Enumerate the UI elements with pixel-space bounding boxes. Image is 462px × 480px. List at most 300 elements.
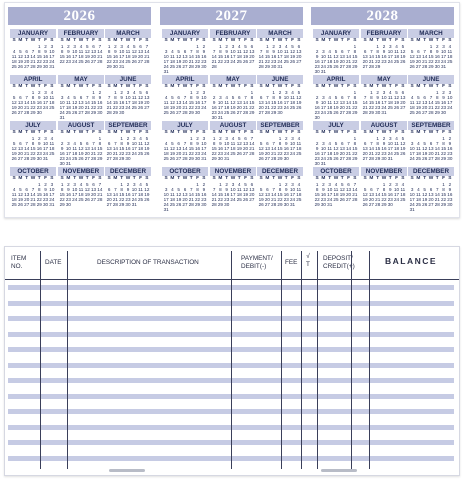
weekday-label: S [12,84,16,89]
day-number: 12 [362,192,368,198]
day-number: 8 [272,95,275,101]
month-name: OCTOBER [10,167,56,176]
month-may [210,75,256,121]
column-divider [369,251,370,469]
day-number: 28 [243,110,249,116]
day-number: 22 [441,151,447,157]
day-number: 21 [112,151,118,157]
day-number: 27 [258,110,264,116]
day-number: 2 [272,44,275,49]
day-number: 24 [72,59,78,65]
month-name: JUNE [105,75,151,84]
day-number: 19 [236,146,242,152]
month-october [162,167,208,213]
day-number: 16 [201,54,207,60]
month-november [361,167,407,213]
day-number: 28 [346,64,352,70]
weekday-label: F [291,176,295,181]
month-name: APRIL [10,75,56,84]
day-number: 27 [428,202,434,208]
day-number: 11 [327,54,333,60]
day-number: 26 [131,59,137,65]
day-number: 7 [183,141,187,147]
day-number: 25 [78,197,84,203]
weekday-label: F [395,38,399,43]
day-number: 20 [415,59,421,65]
day-number: 18 [394,146,400,152]
day-number: 26 [290,59,296,65]
day-number: 18 [169,197,175,203]
day-number: 8 [376,49,379,55]
column-divider [40,251,41,469]
day-number: 20 [362,59,368,65]
day-number: 6 [363,49,367,55]
day-number: 3 [389,44,392,49]
day-number: 2 [38,136,41,141]
day-number: 26 [11,110,17,116]
day-number: 5 [231,95,235,101]
day-number: 7 [363,95,367,101]
year-block-2027 [160,7,303,212]
weekday-label: S [50,130,54,135]
day-number: 27 [264,202,270,208]
day-number: 14 [211,54,217,60]
day-number: 21 [211,197,217,203]
day-number: 19 [400,146,406,152]
day-number: 13 [368,192,374,198]
day-number: 12 [17,192,23,198]
day-number: 10 [320,100,326,106]
day-number: 15 [264,54,270,60]
day-number: 23 [211,110,217,116]
day-number: 19 [176,197,182,203]
month-name: SEPTEMBER [105,121,151,130]
day-number: 27 [339,156,345,162]
weekday-label: S [401,176,405,181]
day-number: 7 [347,49,350,55]
day-number: 19 [17,59,23,65]
day-number: 1 [382,182,386,187]
day-number: 20 [243,146,249,152]
day-number: 22 [217,197,223,203]
day-grid [106,44,150,69]
day-number: 11 [230,141,236,147]
day-number: 19 [409,59,415,65]
weekday-label: S [363,38,367,43]
weekday-label: S [60,176,64,181]
day-number: 15 [217,192,223,198]
day-number: 15 [30,100,36,106]
weekday-label: T [189,38,193,43]
day-number: 21 [211,59,217,65]
day-number: 23 [59,156,65,162]
weekday-label: F [347,84,351,89]
weekday-label: M [66,130,71,135]
day-number: 17 [381,100,387,106]
day-number: 29 [91,110,97,116]
day-number: 16 [201,192,207,198]
month-june [408,75,454,121]
day-number: 16 [195,146,201,152]
day-number: 11 [224,100,230,106]
day-number: 12 [169,100,175,106]
day-number: 6 [341,95,344,101]
day-number: 29 [375,156,381,162]
weekday-label: S [12,38,16,43]
day-number: 20 [236,105,242,111]
day-number: 9 [38,141,41,147]
day-number: 4 [395,136,398,141]
weekday-label: T [423,84,427,89]
day-number: 13 [339,100,345,106]
day-number: 11 [163,146,169,152]
day-number: 7 [98,182,102,187]
day-number: 17 [320,105,326,111]
day-number: 23 [201,197,207,203]
day-number: 16 [283,192,289,198]
day-number: 24 [72,197,78,203]
day-number: 6 [92,44,95,49]
day-number: 8 [212,141,216,147]
day-number: 28 [428,110,434,116]
day-number: 8 [107,49,111,55]
day-number: 23 [119,105,125,111]
month-name: FEBRUARY [361,29,407,38]
day-number: 25 [78,59,84,65]
day-number: 2 [225,44,228,49]
day-number: 29 [195,64,201,70]
weekday-label: F [92,84,96,89]
day-number: 11 [125,49,131,55]
day-number: 7 [423,49,426,55]
day-number: 20 [258,105,264,111]
day-number: 22 [368,105,374,111]
day-number: 22 [97,151,103,157]
day-number: 17 [409,151,415,157]
day-number: 7 [114,141,117,147]
day-number: 19 [169,105,175,111]
day-number: 30 [314,69,320,75]
day-number: 28 [84,110,90,116]
weekday-label: W [78,84,84,89]
day-number: 30 [201,202,207,208]
day-number: 20 [296,54,302,60]
day-grid [59,136,103,167]
day-number: 20 [17,151,23,157]
day-number: 16 [112,54,118,60]
day-number: 12 [17,54,23,60]
day-grid [258,182,302,207]
day-number: 24 [59,110,65,116]
day-number: 3 [448,90,452,95]
day-number: 15 [352,100,358,106]
day-number: 15 [97,146,103,152]
day-number: 7 [272,187,275,193]
day-number: 5 [259,187,263,193]
day-number: 7 [31,187,35,193]
day-number: 1 [436,90,439,95]
day-number: 4 [417,187,420,193]
day-number: 21 [271,197,277,203]
day-number: 25 [333,197,339,203]
day-number: 17 [290,192,296,198]
month-april [10,75,56,121]
day-number: 10 [125,95,131,101]
day-number: 2 [202,182,206,187]
day-number: 22 [59,59,65,65]
weekday-label: F [196,176,200,181]
day-number: 17 [320,59,326,65]
month-name: OCTOBER [162,167,208,176]
day-number: 1 [38,182,41,187]
weekday-label: W [125,84,131,89]
month-name: DECEMBER [257,167,303,176]
day-number: 21 [84,105,90,111]
day-number: 25 [327,64,333,70]
day-number: 11 [170,192,175,198]
day-number: 23 [43,59,49,65]
header-date: DATE [45,259,62,266]
weekday-label: F [395,84,399,89]
day-number: 15 [368,100,374,106]
day-number: 18 [283,54,289,60]
weekday-label: S [145,130,149,135]
day-number: 15 [106,54,112,60]
day-number: 30 [271,64,277,70]
day-number: 15 [441,146,447,152]
day-number: 30 [224,202,230,208]
day-number: 15 [277,146,283,152]
day-number: 31 [381,110,387,116]
day-number: 23 [224,59,230,65]
day-number: 9 [67,49,70,55]
day-number: 10 [394,187,400,193]
day-number: 8 [278,187,282,193]
day-number: 16 [320,192,326,198]
day-number: 18 [163,151,169,157]
day-number: 22 [375,59,381,65]
day-number: 19 [258,197,264,203]
day-number: 1 [196,182,199,187]
day-number: 26 [78,156,84,162]
day-number: 18 [327,105,333,111]
day-number: 19 [362,197,368,203]
weekday-label: T [25,84,29,89]
day-number: 10 [131,141,137,147]
month-january [10,29,56,75]
day-number: 28 [362,110,368,116]
weekday-label: T [85,176,89,181]
weekday-label: S [50,176,54,181]
weekday-label: F [395,176,399,181]
day-number: 11 [49,95,55,101]
day-number: 6 [341,49,344,55]
day-number: 18 [11,59,17,65]
weekday-label: F [291,38,295,43]
day-number: 13 [415,54,421,60]
day-number: 12 [72,100,78,106]
day-number: 4 [50,136,54,141]
day-number: 1 [278,182,282,187]
day-number: 17 [441,54,447,60]
day-number: 26 [230,110,236,116]
day-number: 1 [353,90,357,95]
day-number: 28 [211,64,217,70]
day-number: 15 [112,100,118,106]
day-number: 7 [266,95,269,101]
day-number: 20 [84,151,90,157]
day-number: 18 [296,146,302,152]
day-number: 12 [176,54,182,60]
weekday-label: M [113,84,118,89]
day-number: 14 [188,192,194,198]
day-number: 2 [278,90,282,95]
day-number: 21 [243,105,249,111]
day-number: 10 [43,141,49,147]
day-number: 1 [353,44,357,49]
day-number: 25 [125,59,131,65]
weekday-label: M [218,38,223,43]
month-september [257,121,303,167]
day-number: 5 [145,182,149,187]
day-number: 10 [381,95,387,101]
day-number: 22 [106,59,112,65]
register-header [5,247,459,280]
weekday-label: F [44,38,48,43]
day-number: 28 [112,202,118,208]
day-number: 1 [278,136,282,141]
day-number: 8 [250,95,254,101]
day-number: 29 [30,156,36,162]
day-number: 13 [428,146,434,152]
day-number: 30 [36,156,42,162]
day-number: 24 [283,105,289,111]
weekday-label: W [277,84,283,89]
weekday-label: T [340,130,344,135]
day-number: 9 [315,146,319,152]
day-number: 18 [49,100,55,106]
day-number: 2 [219,136,222,141]
day-number: 18 [290,100,296,106]
day-number: 14 [97,49,103,55]
weekday-label: T [225,130,229,135]
day-number: 12 [422,146,428,152]
day-number: 22 [195,197,201,203]
weekday-label: T [177,38,181,43]
day-number: 13 [264,192,270,198]
day-number: 21 [264,105,270,111]
day-number: 23 [447,197,453,203]
day-number: 30 [43,64,49,70]
day-number: 28 [346,156,352,162]
day-number: 10 [43,95,49,101]
weekday-label: W [230,84,236,89]
day-number: 2 [114,44,117,49]
day-number: 26 [394,105,400,111]
weekday-label: T [37,176,41,181]
weekday-label: M [265,176,270,181]
day-number: 10 [447,95,453,101]
day-number: 12 [400,141,406,147]
day-number: 14 [375,192,381,198]
day-number: 24 [65,156,71,162]
day-number: 21 [24,151,30,157]
day-number: 22 [381,197,387,203]
day-number: 27 [415,64,421,70]
day-number: 29 [211,156,217,162]
day-number: 10 [163,54,169,60]
weekday-label: S [107,176,111,181]
month-july [10,121,56,167]
day-number: 29 [428,64,434,70]
day-number: 28 [249,151,255,157]
day-number: 17 [230,54,236,60]
day-number: 3 [410,187,414,193]
day-number: 14 [249,141,255,147]
day-number: 2 [448,136,452,141]
day-number: 23 [125,197,131,203]
day-number: 3 [133,136,136,141]
day-number: 27 [296,59,302,65]
day-number: 7 [107,95,111,101]
weekday-label: S [212,130,216,135]
day-number: 10 [387,141,393,147]
day-number: 10 [119,49,125,55]
day-number: 8 [120,141,123,147]
day-number: 5 [79,141,83,147]
day-number: 27 [84,156,90,162]
day-number: 8 [382,187,386,193]
day-number: 29 [441,202,447,208]
day-number: 2 [60,141,64,147]
day-number: 16 [36,146,42,152]
weekday-label: M [218,130,223,135]
day-number: 13 [91,49,97,55]
day-number: 28 [144,59,150,65]
day-number: 14 [144,49,150,55]
day-number: 25 [327,156,333,162]
weekday-label: S [250,38,254,43]
day-number: 22 [375,151,381,157]
day-number: 1 [353,136,357,141]
day-number: 30 [36,110,42,116]
day-number: 5 [334,95,338,101]
weekday-label: T [328,38,332,43]
weekday-label: T [73,84,77,89]
weekday-label: F [244,38,248,43]
day-number: 25 [169,64,175,70]
day-number: 14 [346,54,352,60]
day-number: 12 [394,95,400,101]
day-number: 26 [84,59,90,65]
day-number: 15 [441,192,447,198]
month-name: JULY [162,121,208,130]
day-number: 22 [36,59,42,65]
day-number: 9 [389,187,392,193]
day-number: 1 [190,90,193,95]
day-number: 7 [436,141,439,147]
day-number: 25 [394,151,400,157]
day-number: 2 [315,141,319,147]
weekday-label: T [340,84,344,89]
day-number: 16 [441,100,447,106]
day-number: 28 [434,202,440,208]
day-number: 19 [400,54,406,60]
day-number: 17 [387,54,393,60]
day-number: 30 [314,115,320,121]
day-number: 7 [25,95,28,101]
day-number: 4 [67,95,70,101]
